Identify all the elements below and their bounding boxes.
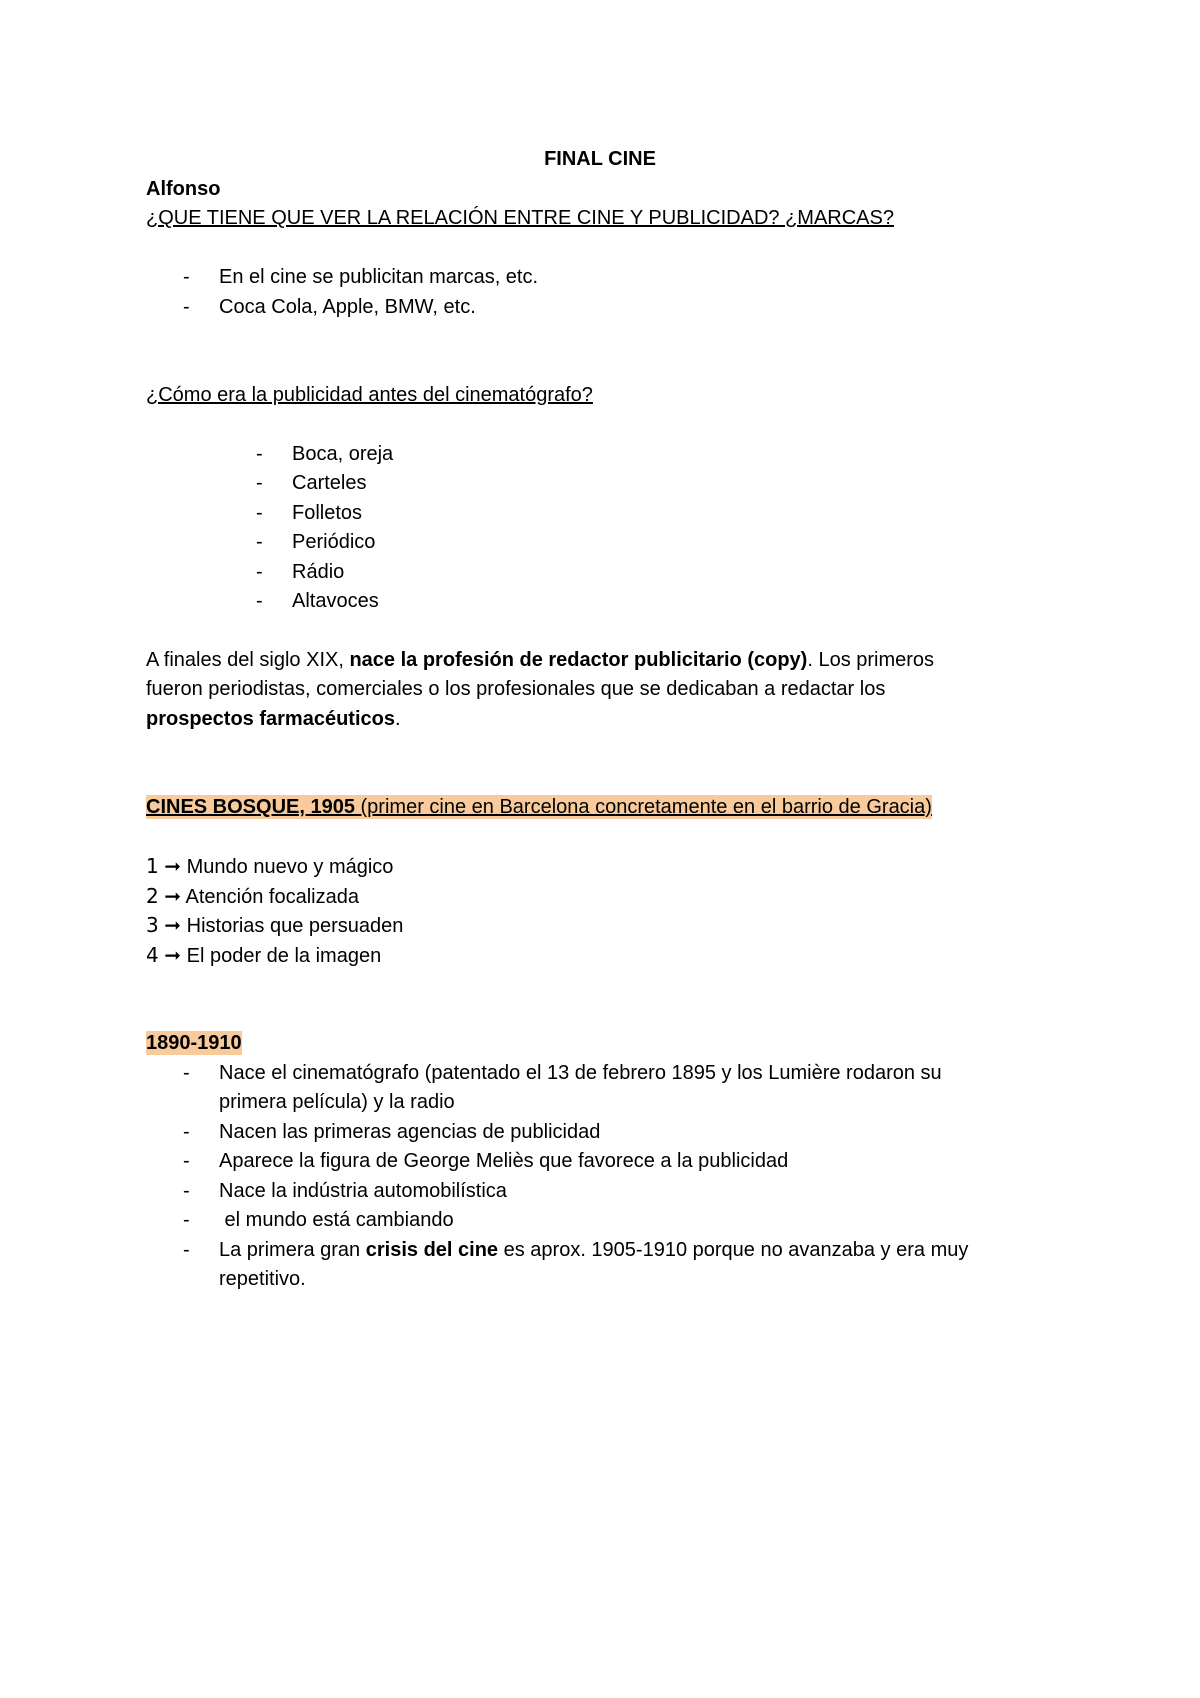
paragraph-text: . bbox=[394, 708, 401, 730]
list-item: Altavoces bbox=[292, 590, 379, 612]
paragraph-text: A finales del siglo XIX, bbox=[146, 649, 350, 671]
item-text: es aprox. 1905-1910 porque no avanzaba y era muy bbox=[498, 1239, 969, 1261]
list-item: En el cine se publicitan marcas, etc. bbox=[219, 266, 539, 288]
question-heading-1: ¿QUE TIENE QUE VER LA RELACIÓN ENTRE CINE Y PUBLICIDAD? ¿MARCAS? bbox=[146, 207, 894, 229]
document-title: FINAL CINE bbox=[544, 148, 656, 170]
list-dash: - bbox=[256, 472, 263, 494]
paragraph-bold: prospectos farmacéuticos bbox=[146, 708, 395, 730]
list-dash: - bbox=[183, 1062, 190, 1084]
section-title: CINES BOSQUE, 1905 bbox=[146, 796, 355, 818]
list-item bbox=[219, 1238, 968, 1262]
item-text: Historias que persuaden bbox=[186, 915, 404, 937]
question-heading-2: ¿Cómo era la publicidad antes del cinematógrafo? bbox=[146, 384, 593, 406]
item-text: Atención focalizada bbox=[185, 886, 359, 908]
paragraph-bold: nace la profesión de redactor publicitario (copy) bbox=[349, 649, 808, 671]
list-dash: - bbox=[256, 443, 263, 465]
list-dash: - bbox=[256, 531, 263, 553]
list-dash: - bbox=[256, 561, 263, 583]
item-number: 3 bbox=[146, 913, 159, 937]
list-item: Aparece la figura de George Meliès que favorece a la publicidad bbox=[219, 1150, 789, 1172]
list-dash: - bbox=[183, 1121, 190, 1143]
item-number: 2 bbox=[146, 884, 159, 908]
item-text: La primera gran bbox=[219, 1239, 366, 1261]
list-item-continuation: primera película) y la radio bbox=[219, 1091, 455, 1113]
arrow-icon: ➞ bbox=[164, 856, 182, 878]
list-dash: - bbox=[183, 296, 190, 318]
item-text: El poder de la imagen bbox=[186, 945, 382, 967]
list-item: Nace la indústria automobilística bbox=[219, 1180, 507, 1202]
paragraph-text: . Los primeros bbox=[807, 649, 935, 671]
numbered-item bbox=[146, 884, 359, 909]
arrow-icon: ➞ bbox=[164, 886, 182, 908]
numbered-item bbox=[146, 943, 381, 968]
author-name: Alfonso bbox=[146, 178, 221, 200]
list-item-continuation: repetitivo. bbox=[219, 1268, 306, 1290]
list-item: el mundo está cambiando bbox=[219, 1209, 454, 1231]
list-dash: - bbox=[183, 1239, 190, 1261]
section-note: (primer cine en Barcelona concretamente en el barrio de Gracia) bbox=[354, 796, 932, 818]
list-dash: - bbox=[183, 266, 190, 288]
list-item: Folletos bbox=[292, 502, 363, 524]
item-number: 4 bbox=[146, 943, 159, 967]
item-number: 1 bbox=[146, 854, 159, 878]
arrow-icon: ➞ bbox=[164, 945, 182, 967]
item-bold: crisis del cine bbox=[365, 1239, 499, 1261]
section-heading-cines-bosque bbox=[146, 795, 932, 819]
list-item: Nacen las primeras agencias de publicidad bbox=[219, 1121, 601, 1143]
paragraph-line: fueron periodistas, comerciales o los profesionales que se dedicaban a redactar los bbox=[146, 678, 886, 700]
list-dash: - bbox=[256, 590, 263, 612]
list-dash: - bbox=[183, 1180, 190, 1202]
list-item: Nace el cinematógrafo (patentado el 13 de febrero 1895 y los Lumière rodaron su bbox=[219, 1062, 942, 1084]
numbered-item bbox=[146, 854, 393, 879]
paragraph-line bbox=[146, 648, 934, 672]
list-item: Periódico bbox=[292, 531, 376, 553]
numbered-item bbox=[146, 913, 403, 938]
list-item: Coca Cola, Apple, BMW, etc. bbox=[219, 296, 476, 318]
section-heading-1890-1910: 1890-1910 bbox=[146, 1032, 242, 1054]
list-item: Boca, oreja bbox=[292, 443, 394, 465]
list-dash: - bbox=[256, 502, 263, 524]
list-dash: - bbox=[183, 1209, 190, 1231]
list-item: Carteles bbox=[292, 472, 367, 494]
arrow-icon: ➞ bbox=[164, 915, 182, 937]
list-item: Rádio bbox=[292, 561, 345, 583]
paragraph-line bbox=[146, 707, 401, 731]
list-dash: - bbox=[183, 1150, 190, 1172]
item-text: Mundo nuevo y mágico bbox=[186, 856, 394, 878]
